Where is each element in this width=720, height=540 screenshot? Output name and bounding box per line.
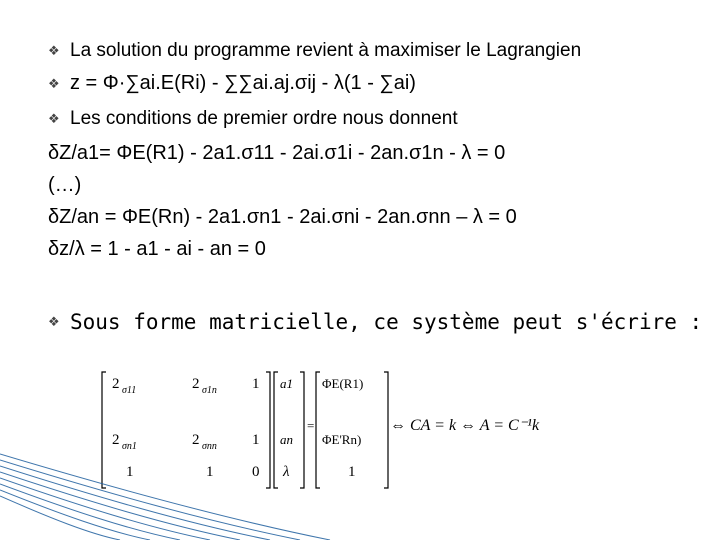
rhs-rn: ΦE'Rn) [322,432,362,447]
matrix-r2-c3: 1 [252,432,260,448]
matrix-r3-c1: 1 [126,464,134,480]
matrix-r1-c1-coef: 2 [112,376,120,392]
bullet-conditions-text: Les conditions de premier ordre nous donnent [70,108,458,129]
matrix-r1-c2-sigma: σ1n [202,385,217,396]
equation-ellipsis: (…) [48,174,82,196]
bullet-lagrangian [48,72,416,95]
equation-first: δZ/a1= ΦE(R1) - 2a1.σ11 - 2ai.σ1i - 2an.σ1n - λ = 0 [48,142,506,164]
bullet-marker-icon: ❖ [48,314,60,329]
bullet-marker-icon: ❖ [48,75,60,91]
equation-lambda: δz/λ = 1 - a1 - ai - an = 0 [48,238,266,260]
matrix-r2-c2-coef: 2 [192,432,200,448]
matrix-r2-c2-sigma: σnn [202,441,217,452]
bullet-intro-text: La solution du programme revient à maximiser le Lagrangien [70,40,582,61]
bullet-marker-icon: ❖ [48,111,60,126]
matrix-r2-c1-sigma: σn1 [122,441,137,452]
matrix-r1-c1-sigma: σ11 [122,385,137,396]
vector-an: an [280,432,293,447]
bullet-intro [48,40,581,62]
rhs-r1: ΦE(R1) [322,376,364,391]
bullet-marker-icon: ❖ [48,43,60,58]
bullet-matrix-text: Sous forme matricielle, ce système peut s'écrire : [70,310,703,334]
matrix-r1-c3: 1 [252,376,260,392]
matrix-r3-c3: 0 [252,464,260,480]
vector-lambda: λ [283,464,290,480]
bullet-matrix [48,310,702,334]
vector-a1: a1 [280,376,293,391]
lagrangian-formula: z = Φ·∑ai.E(Ri) - ∑∑ai.aj.σij - λ(1 - ∑ai) [70,72,416,94]
equation-nth: δZ/an = ΦE(Rn) - 2a1.σn1 - 2ai.σni - 2an.σnn – λ = 0 [48,206,517,228]
bullet-conditions [48,108,458,130]
matrix-r2-c1-coef: 2 [112,432,120,448]
matrix-equivalence: ⇔ CA = k ⇔ A = C⁻¹k [390,417,540,434]
equals-sign: = [307,418,315,433]
matrix-r3-c2: 1 [206,464,214,480]
slide-decoration-swoosh [0,450,720,540]
matrix-r1-c2-coef: 2 [192,376,200,392]
rhs-one: 1 [348,464,356,480]
